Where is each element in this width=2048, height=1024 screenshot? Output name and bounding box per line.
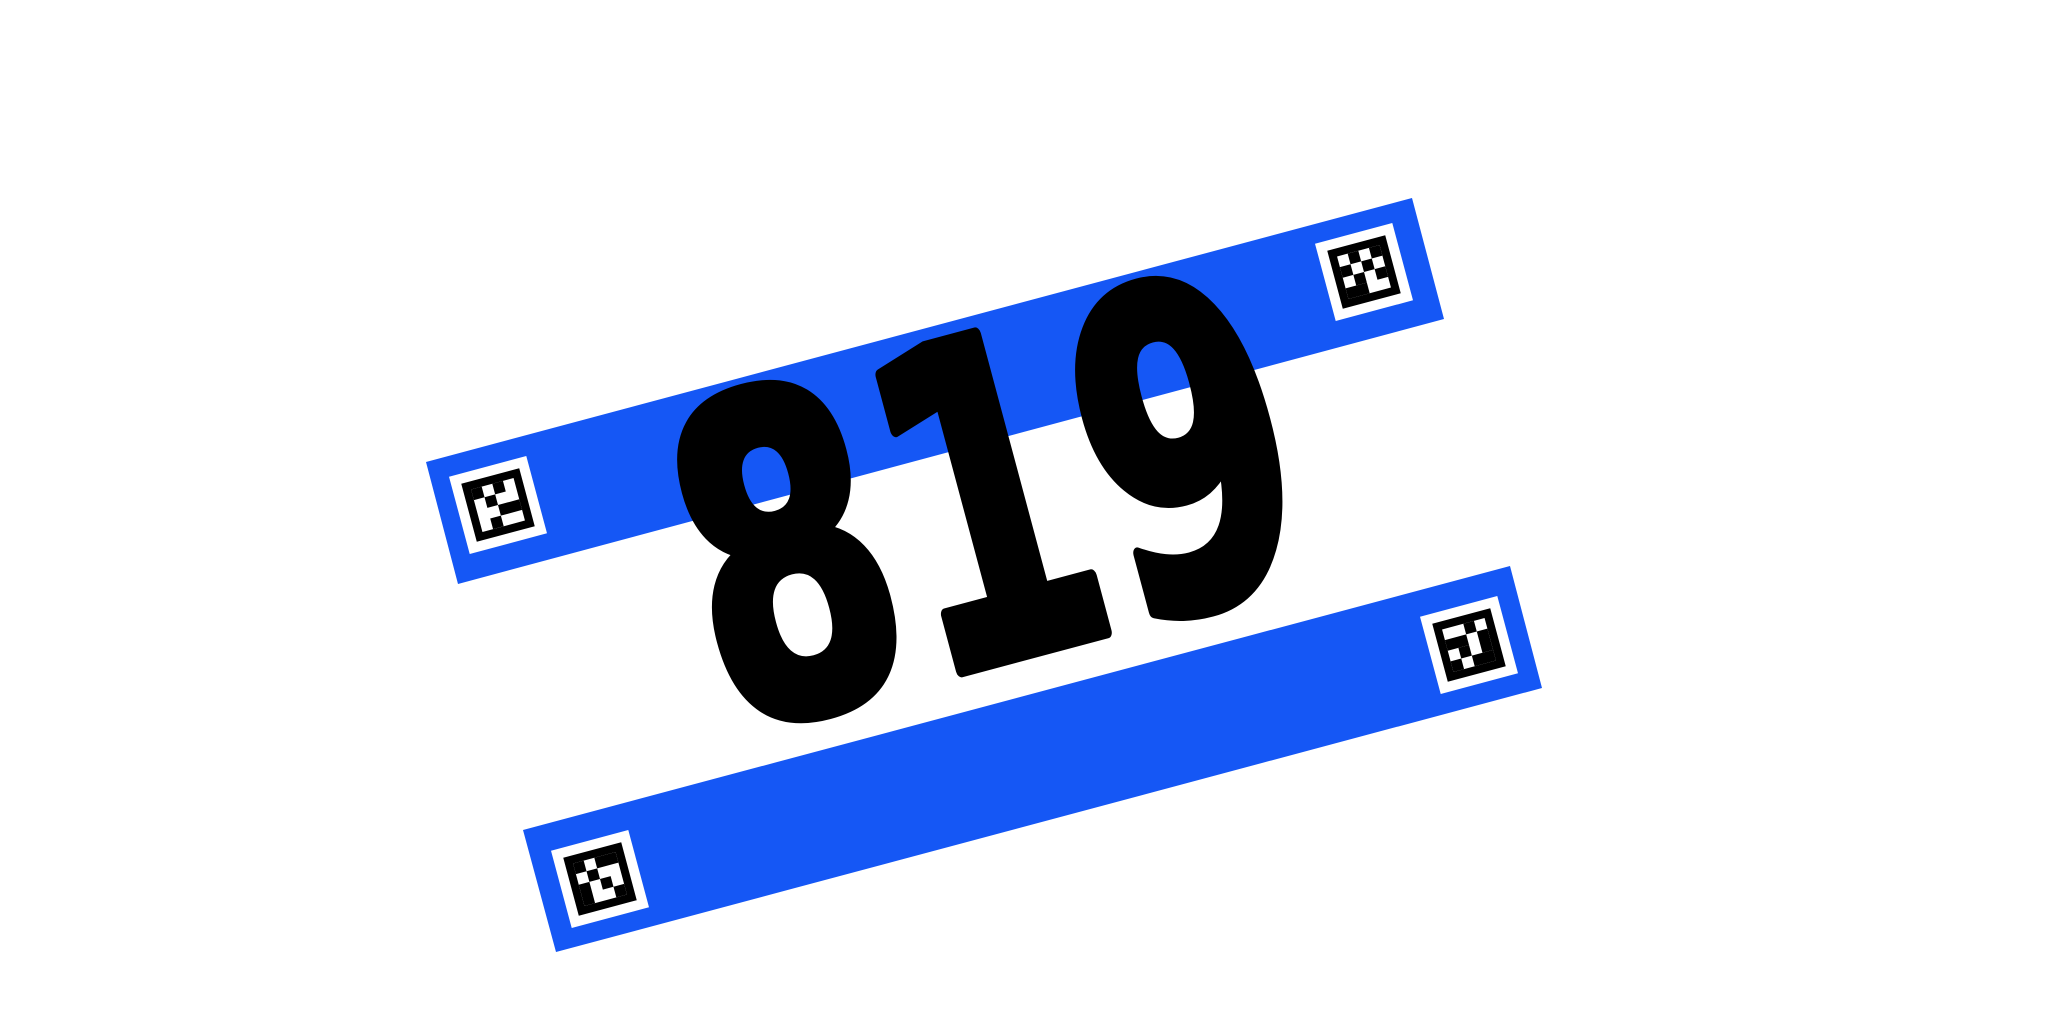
number-text: 819	[621, 101, 1642, 834]
